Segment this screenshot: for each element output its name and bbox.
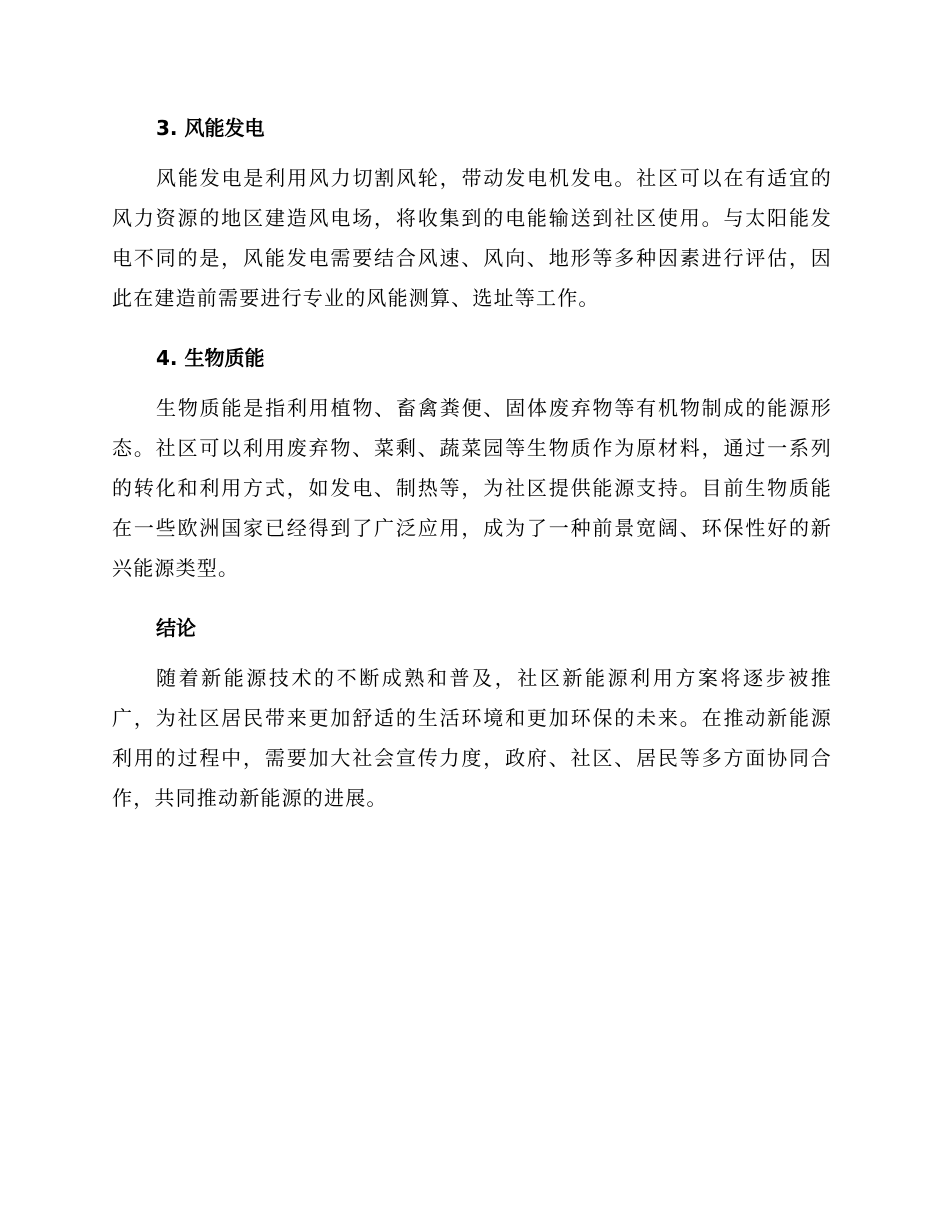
- document-content: [112, 108, 832, 838]
- section-paragraph: 风能发电是利用风力切割风轮，带动发电机发电。社区可以在有适宜的风力资源的地区建造风电场，将收集到的电能输送到社区使用。与太阳能发电不同的是，风能发电需要结合风速、风向、地形等多种因素进行评估，因此在建造前需要进行专业的风能测算、选址等工作。: [112, 166, 832, 310]
- section-conclusion: [112, 608, 832, 818]
- section-paragraph: 随着新能源技术的不断成熟和普及，社区新能源利用方案将逐步被推广，为社区居民带来更加舒适的生活环境和更加环保的未来。在推动新能源利用的过程中，需要加大社会宣传力度，政府、社区、居民等多方面协同合作，共同推动新能源的进展。: [112, 666, 832, 810]
- section-heading: 3. 风能发电: [156, 116, 265, 140]
- section-heading: 4. 生物质能: [156, 346, 265, 370]
- section-paragraph: 生物质能是指利用植物、畜禽粪便、固体废弃物等有机物制成的能源形态。社区可以利用废弃物、菜剩、蔬菜园等生物质作为原材料，通过一系列的转化和利用方式，如发电、制热等，为社区提供能源支持。目前生物质能在一些欧洲国家已经得到了广泛应用，成为了一种前景宽阔、环保性好的新兴能源类型。: [112, 396, 832, 580]
- section-biomass: [112, 338, 832, 588]
- section-wind-power: [112, 108, 832, 318]
- section-heading: 结论: [156, 616, 196, 640]
